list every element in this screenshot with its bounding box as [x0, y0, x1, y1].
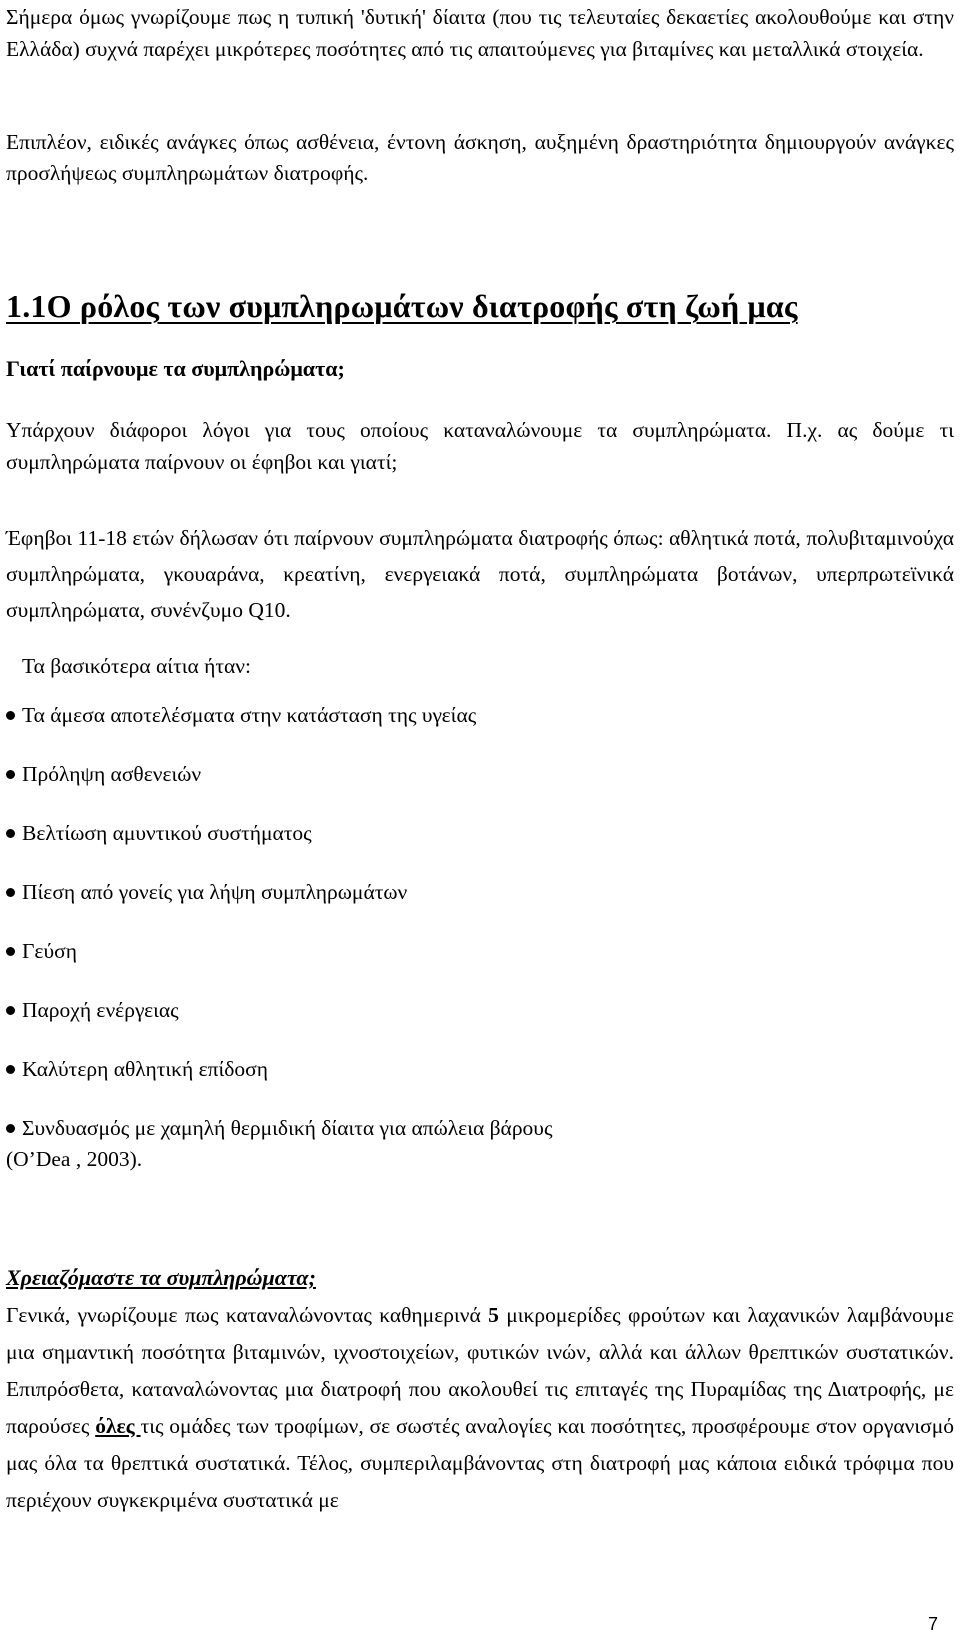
bullet-icon — [6, 947, 15, 956]
teens-paragraph: Έφηβοι 11-18 ετών δήλωσαν ότι παίρνουν συμπληρώματα διατροφής όπως: αθλητικά ποτά, πολυβιταμινούχα συμπληρώματα, γκουαράνα, κρεατίνη, ενεργειακά ποτά, συμπληρώματα βοτάνων, υπερπρωτεϊνικά συμπληρώματα, συνένζυμο Q10. — [6, 526, 954, 622]
causes-list — [6, 700, 946, 1175]
list-item — [6, 700, 946, 759]
bullet-icon — [6, 1065, 15, 1074]
bullet-icon — [6, 711, 15, 720]
list-item-text: Καλύτερη αθλητική επίδοση — [22, 1057, 268, 1081]
intro-paragraph-1: Σήμερα όμως γνωρίζουμε πως η τυπική 'δυτική' δίαιτα (που τις τελευταίες δεκαετίες ακολουθούμε και στην Ελλάδα) συχνά παρέχει μικρότερες ποσότητες από τις απαιτούμενες για βιταμίνες και μεταλλικά στοιχεία. — [6, 5, 954, 61]
bullet-icon — [6, 1006, 15, 1015]
need-heading: Χρειαζόμαστε τα συμπληρώματα; — [6, 1265, 316, 1290]
list-item-text: Παροχή ενέργειας — [22, 998, 179, 1022]
bullet-icon — [6, 1124, 15, 1133]
citation: (O’Dea , 2003). — [6, 1147, 143, 1171]
need-text-part1: Γενικά, γνωρίζουμε πως καταναλώνοντας καθημερινά — [6, 1303, 489, 1327]
causes-intro: Τα βασικότερα αίτια ήταν: — [22, 654, 251, 678]
list-item — [6, 877, 946, 936]
list-item — [6, 995, 946, 1054]
need-emphasis: όλες — [95, 1414, 141, 1438]
page-number: 7 — [927, 1614, 938, 1634]
list-item-text: Συνδυασμός με χαμηλή θερμιδική δίαιτα για απώλεια βάρους — [22, 1116, 553, 1140]
reasons-paragraph: Υπάρχουν διάφοροι λόγοι για τους οποίους καταναλώνουμε τα συμπληρώματα. Π.χ. ας δούμε τι συμπληρώματα παίρνουν οι έφηβοι και γιατί; — [6, 418, 954, 474]
bullet-icon — [6, 888, 15, 897]
list-item — [6, 936, 946, 995]
list-item-text: Βελτίωση αμυντικού συστήματος — [22, 821, 312, 845]
list-item-text: Πρόληψη ασθενειών — [22, 762, 202, 786]
bullet-icon — [6, 829, 15, 838]
need-bold-number: 5 — [488, 1303, 499, 1327]
list-item-text: Τα άμεσα αποτελέσματα στην κατάσταση της υγείας — [22, 703, 477, 727]
need-text-part2: μικρομερίδες φρούτων και λαχανικών λαμβάνουμε μια σημαντική ποσότητα βιταμινών, ιχνοστοιχείων, φυτικών ινών, αλλά και άλλων θρεπτικών συστατικών. Επιπρόσθετα, καταναλώνοντας μια διατροφή που ακολουθεί τις επιταγές της Πυραμίδας της Διατροφής, με παρούσες — [6, 1303, 954, 1438]
section-heading: 1.1Ο ρόλος των συμπληρωμάτων διατροφής στη ζωή μας — [6, 288, 798, 324]
section-subheading: Γιατί παίρνουμε τα συμπληρώματα; — [6, 356, 345, 381]
list-item — [6, 759, 946, 818]
need-paragraph — [6, 1297, 954, 1519]
list-item — [6, 1113, 946, 1175]
need-text-part3: τις ομάδες των τροφίμων, σε σωστές αναλογίες και ποσότητες, προσφέρουμε στον οργανισμό μας όλα τα θρεπτικά συστατικά. Τέλος, συμπεριλαμβάνοντας στη διατροφή μας κάποια ειδικά τρόφιμα που περιέχουν συγκεκριμένα συστατικά με — [6, 1414, 954, 1512]
list-item — [6, 818, 946, 877]
list-item-text: Γεύση — [22, 939, 77, 963]
list-item-text: Πίεση από γονείς για λήψη συμπληρωμάτων — [22, 880, 408, 904]
bullet-icon — [6, 770, 15, 779]
list-item — [6, 1054, 946, 1113]
intro-paragraph-2: Επιπλέον, ειδικές ανάγκες όπως ασθένεια, έντονη άσκηση, αυξημένη δραστηριότητα δημιουργούν ανάγκες προσλήψεως συμπληρωμάτων διατροφής. — [6, 130, 954, 185]
